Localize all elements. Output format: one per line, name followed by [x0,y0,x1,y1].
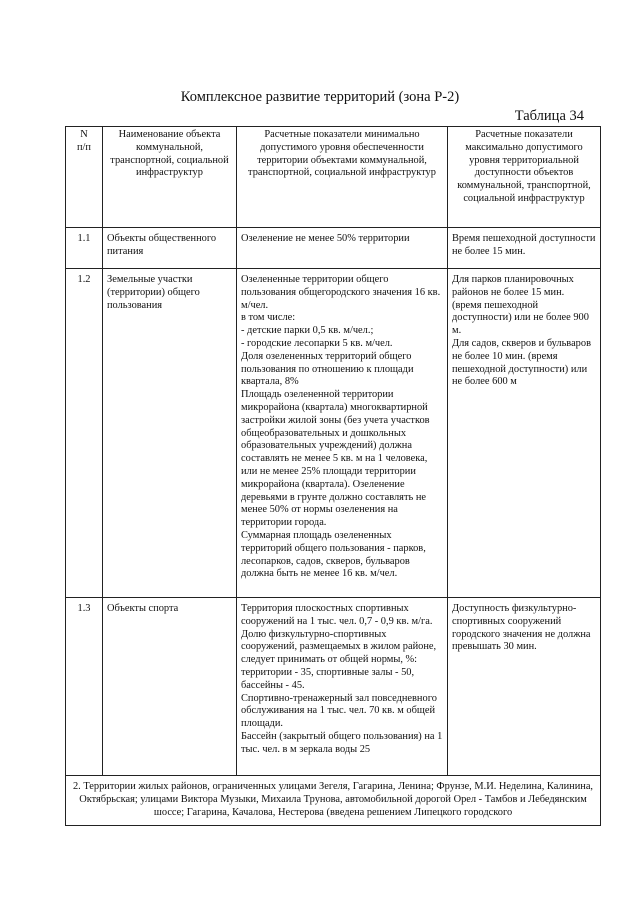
header-object-name: Наименование объекта коммунальной, транспортной, социальной инфраструктур [103,127,237,228]
header-max-accessibility: Расчетные показатели максимально допустимого уровня территориальной доступности объектов коммунальной, транспортной, социальной инфраструктур [448,127,601,228]
table-row [66,269,601,598]
row-max-accessibility: Доступность физкультурно-спортивных сооружений городского значения не должна превышать 30 мин. [448,598,601,776]
header-min-provision: Расчетные показатели минимально допустимого уровня обеспеченности территории объектами коммунальной, транспортной, социальной инфраструктур [237,127,448,228]
row-min-provision: Озелененные территории общего пользования общегородского значения 16 кв. м/чел. в том числе: - детские парки 0,5 кв. м/чел.; - городские лесопарки 5 кв. м/чел. Доля озелененных территорий общего пользования по отношению к площади квартала, 8% Площадь озелененной территории микрорайона (квартала) многоквартирной застройки жилой зоны (без учета участков общеобразовательных и дошкольных образовательных учреждений) должна составлять не менее 5 кв. м на 1 человека, или не менее 25% площади территории микрорайона (квартала). Озеленение деревьями в грунте должно составлять не менее 50% от нормы озеленения на территории города. Суммарная площадь озелененных территорий общего пользования - парков, лесопарков, садов, скверов, бульваров должна быть не менее 16 кв. м/чел. [237,269,448,598]
row-number: 1.3 [66,598,103,776]
row-number: 1.1 [66,228,103,269]
row-object-name: Объекты общественного питания [103,228,237,269]
requirements-table [65,126,601,826]
document-title: Комплексное развитие территорий (зона Р-2) [180,89,460,105]
row-number: 1.2 [66,269,103,598]
table-row [66,228,601,269]
table-row [66,598,601,776]
header-number: N п/п [66,127,103,228]
row-object-name: Объекты спорта [103,598,237,776]
zone-description: 2. Территории жилых районов, ограниченных улицами Зегеля, Гагарина, Ленина; Фрунзе, М.И. Неделина, Калинина, Октябрьская; улицами Виктора Музыки, Михаила Трунова, автомобильной дорогой Орел - Тамбов и Лебедянским шоссе; Гагарина, Качалова, Нестерова (введена решением Липецкого городского [66,776,601,826]
row-max-accessibility: Для парков планировочных районов не более 15 мин. (время пешеходной доступности) или не более 900 м. Для садов, скверов и бульваров не более 10 мин. (время пешеходной доступности) или не более 600 м [448,269,601,598]
table-label: Таблица 34 [514,108,584,124]
row-object-name: Земельные участки (территории) общего пользования [103,269,237,598]
table-header-row [66,127,601,228]
row-max-accessibility: Время пешеходной доступности не более 15 мин. [448,228,601,269]
row-min-provision: Озеленение не менее 50% территории [237,228,448,269]
row-min-provision: Территория плоскостных спортивных сооружений на 1 тыс. чел. 0,7 - 0,9 кв. м/га. Долю физкультурно-спортивных сооружений, размещаемых в жилом районе, следует принимать от общей нормы, %: территории - 35, спортивные залы - 50, бассейны - 45. Спортивно-тренажерный зал повседневного обслуживания на 1 тыс. чел. 70 кв. м общей площади. Бассейн (закрытый общего пользования) на 1 тыс. чел. в м зеркала воды 25 [237,598,448,776]
table-footer-row [66,776,601,826]
